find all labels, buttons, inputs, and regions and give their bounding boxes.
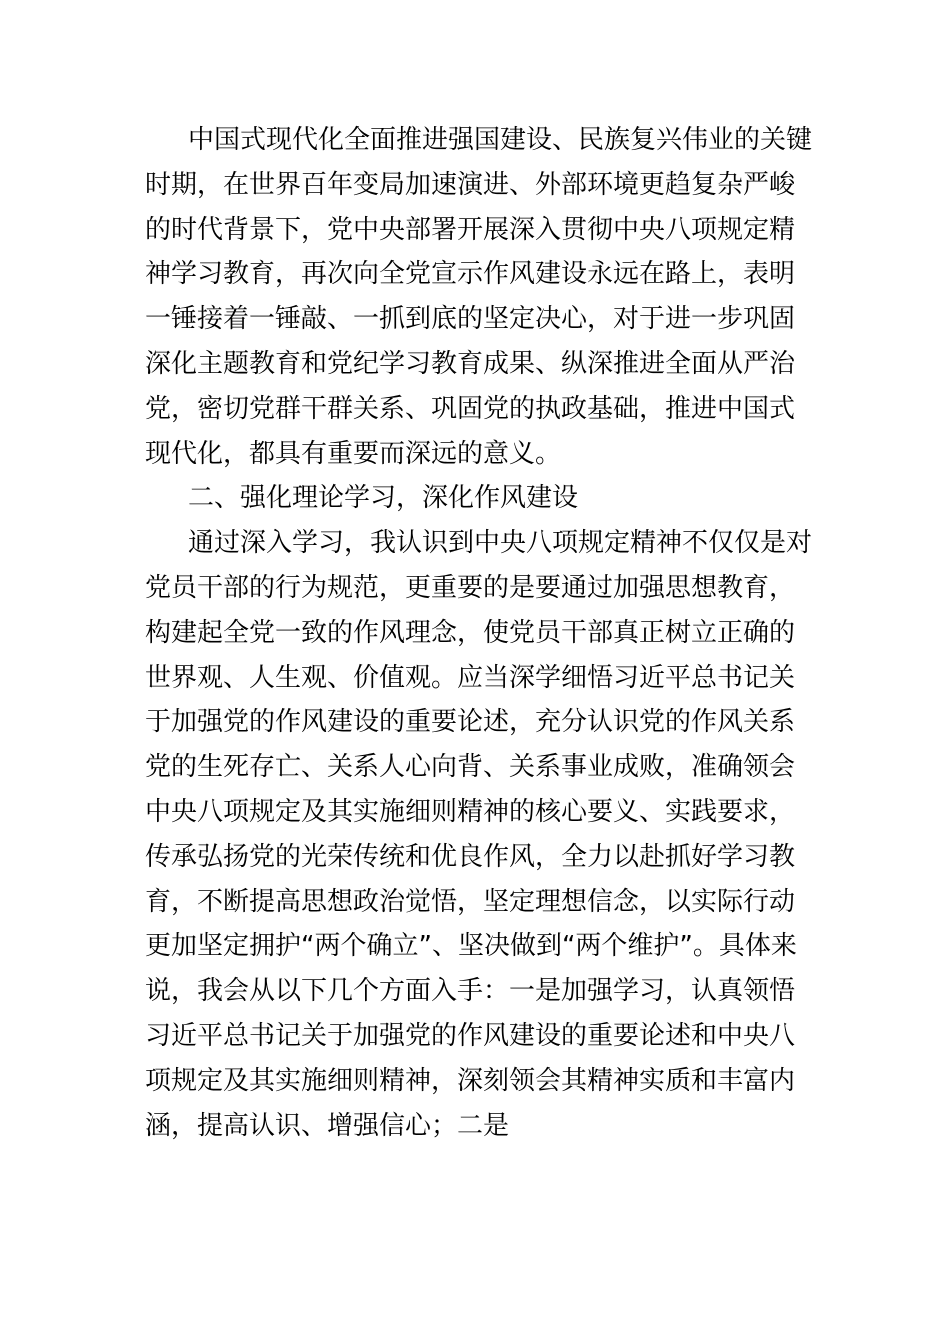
- text-line: 深化主题教育和党纪学习教育成果、纵深推进全面从严治: [145, 348, 796, 379]
- text-line: 涵，提高认识、增强信心；二是: [145, 1110, 510, 1141]
- text-line: 党的生死存亡、关系人心向背、关系事业成败，准确领会: [145, 752, 796, 783]
- text-line: 一锤接着一锤敲、一抓到底的坚定决心，对于进一步巩固: [145, 304, 796, 335]
- text-line: 党，密切党群干群关系、巩固党的执政基础，推进中国式: [145, 393, 796, 424]
- text-line: 神学习教育，再次向全党宣示作风建设永远在路上，表明: [145, 259, 796, 290]
- paragraph-2: [145, 521, 813, 1148]
- text-line: 更加坚定拥护“两个确立”、坚决做到“两个维护”。具体来: [145, 931, 797, 962]
- text-line: 传承弘扬党的光荣传统和优良作风，全力以赴抓好学习教: [145, 841, 796, 872]
- text-line: 育，不断提高思想政治觉悟，坚定理想信念，以实际行动: [145, 886, 796, 917]
- text-line: 世界观、人生观、价值观。应当深学细悟习近平总书记关: [145, 662, 796, 693]
- text-line: 通过深入学习，我认识到中央八项规定精神不仅仅是对: [188, 528, 813, 559]
- text-line: 说，我会从以下几个方面入手：一是加强学习，认真领悟: [145, 976, 796, 1007]
- text-line: 构建起全党一致的作风理念，使党员干部真正树立正确的: [145, 617, 796, 648]
- section-heading: 二、强化理论学习，深化作风建设: [188, 483, 579, 514]
- text-line: 中央八项规定及其实施细则精神的核心要义、实践要求，: [145, 796, 796, 827]
- text-line: 时期，在世界百年变局加速演进、外部环境更趋复杂严峻: [145, 169, 796, 200]
- text-line: 于加强党的作风建设的重要论述，充分认识党的作风关系: [145, 707, 796, 738]
- text-line: 的时代背景下，党中央部署开展深入贯彻中央八项规定精: [145, 214, 796, 245]
- text-line: 中国式现代化全面推进强国建设、民族复兴伟业的关键: [188, 125, 813, 155]
- text-line: 项规定及其实施细则精神，深刻领会其精神实质和丰富内: [145, 1065, 796, 1096]
- text-line: 党员干部的行为规范，更重要的是要通过加强思想教育，: [145, 572, 796, 603]
- text-line: 现代化，都具有重要而深远的意义。: [145, 438, 562, 469]
- paragraph-1: [145, 118, 813, 476]
- text-line: 习近平总书记关于加强党的作风建设的重要论述和中央八: [145, 1020, 796, 1051]
- document-body: [145, 118, 813, 1148]
